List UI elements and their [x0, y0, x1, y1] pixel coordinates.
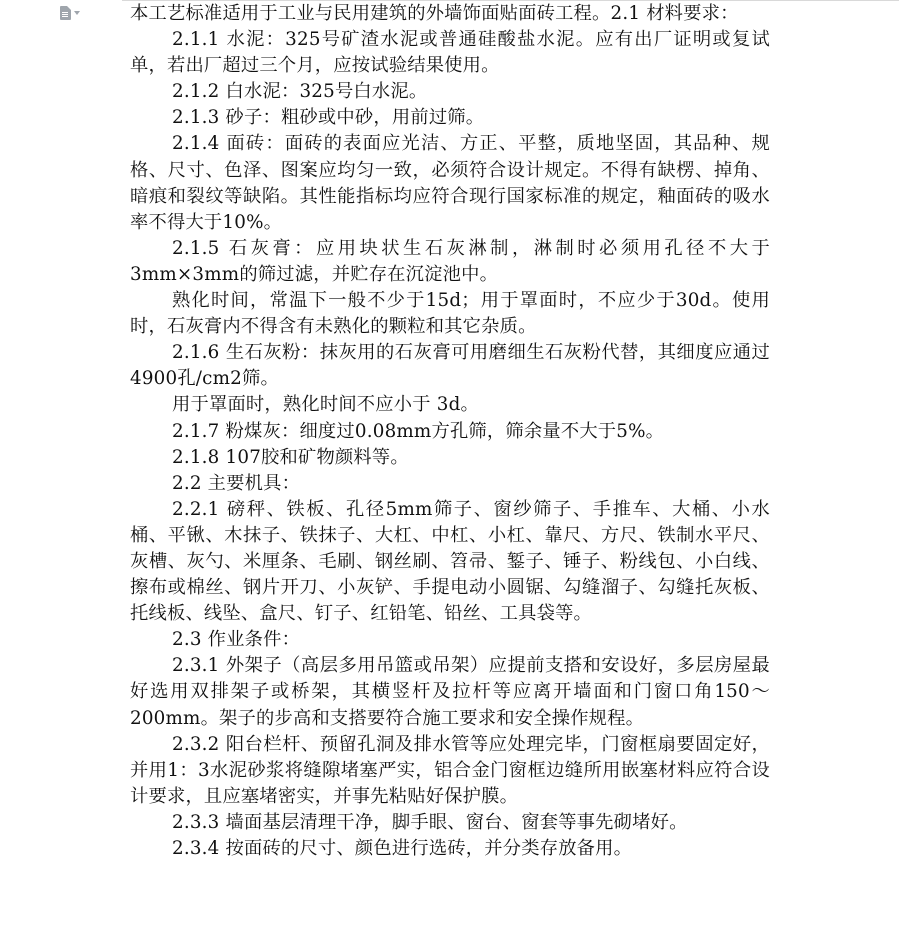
- document-body: [130, 1, 770, 862]
- paragraph-16: 2.3.3 墙面基层清理干净，脚手眼、窗台、窗套等事先砌堵好。: [172, 811, 688, 833]
- paragraph-5: 2.1.5 石灰膏：应用块状生石灰淋制，淋制时必须用孔径不大于3mm×3mm的筛过滤，并贮存在沉淀池中。: [130, 237, 770, 285]
- document-icon: [60, 6, 71, 20]
- chevron-down-icon: [74, 11, 80, 15]
- paragraph-11: 2.2 主要机具：: [172, 472, 301, 494]
- paragraph-0: 本工艺标准适用于工业与民用建筑的外墙饰面贴面砖工程。2.1 材料要求：: [130, 3, 739, 24]
- paragraph-1: 2.1.1 水泥：325号矿渣水泥或普通硅酸盐水泥。应有出厂证明或复试单，若出厂超过三个月，应按试验结果使用。: [130, 29, 770, 77]
- paragraph-8: 用于罩面时，熟化时间不应小于 3d。: [172, 394, 479, 416]
- paragraph-15: 2.3.2 阳台栏杆、预留孔洞及排水管等应处理完毕，门窗框扇要固定好，并用1：3水泥砂浆将缝隙堵塞严实，铝合金门窗框边缝所用嵌塞材料应符合设计要求，且应塞堵密实，并事先粘贴好保护膜。: [130, 733, 770, 807]
- paragraph-2: 2.1.2 白水泥：325号白水泥。: [172, 81, 428, 103]
- paragraph-10: 2.1.8 107胶和矿物颜料等。: [172, 446, 409, 468]
- paragraph-7: 2.1.6 生石灰粉：抹灰用的石灰膏可用磨细生石灰粉代替，其细度应通过4900孔/cm2筛。: [130, 342, 770, 390]
- paragraph-options-button[interactable]: [60, 5, 90, 21]
- paragraph-14: 2.3.1 外架子（高层多用吊篮或吊架）应提前支搭和安设好，多层房屋最好选用双排架子或桥架，其横竖杆及拉杆等应离开墙面和门窗口角150～200mm。架子的步高和支搭要符合施工要求和安全操作规程。: [130, 655, 770, 729]
- paragraph-12: 2.2.1 磅秤、铁板、孔径5mm筛子、窗纱筛子、手推车、大桶、小水桶、平锹、木抹子、铁抹子、大杠、中杠、小杠、靠尺、方尺、铁制水平尺、灰槽、灰勺、米厘条、毛刷、钢丝刷、笤帚、錾子、锤子、粉线包、小白线、擦布或棉丝、钢片开刀、小灰铲、手提电动小圆锯、勾缝溜子、勾缝托灰板、托线板、线坠、盒尺、钉子、红铅笔、铅丝、工具袋等。: [130, 498, 770, 625]
- paragraph-13: 2.3 作业条件：: [172, 629, 301, 651]
- paragraph-9: 2.1.7 粉煤灰：细度过0.08mm方孔筛，筛余量不大于5%。: [172, 420, 665, 442]
- paragraph-4: 2.1.4 面砖：面砖的表面应光洁、方正、平整，质地坚固，其品种、规格、尺寸、色泽、图案应均匀一致，必须符合设计规定。不得有缺楞、掉角、暗痕和裂纹等缺陷。其性能指标均应符合现行国家标准的规定，釉面砖的吸水率不得大于10%。: [130, 133, 770, 233]
- paragraph-6: 熟化时间，常温下一般不少于15d；用于罩面时，不应少于30d。使用时，石灰膏内不得含有未熟化的颗粒和其它杂质。: [130, 290, 770, 338]
- paragraph-3: 2.1.3 砂子：粗砂或中砂，用前过筛。: [172, 107, 485, 129]
- paragraph-17: 2.3.4 按面砖的尺寸、颜色进行选砖，并分类存放备用。: [172, 838, 633, 859]
